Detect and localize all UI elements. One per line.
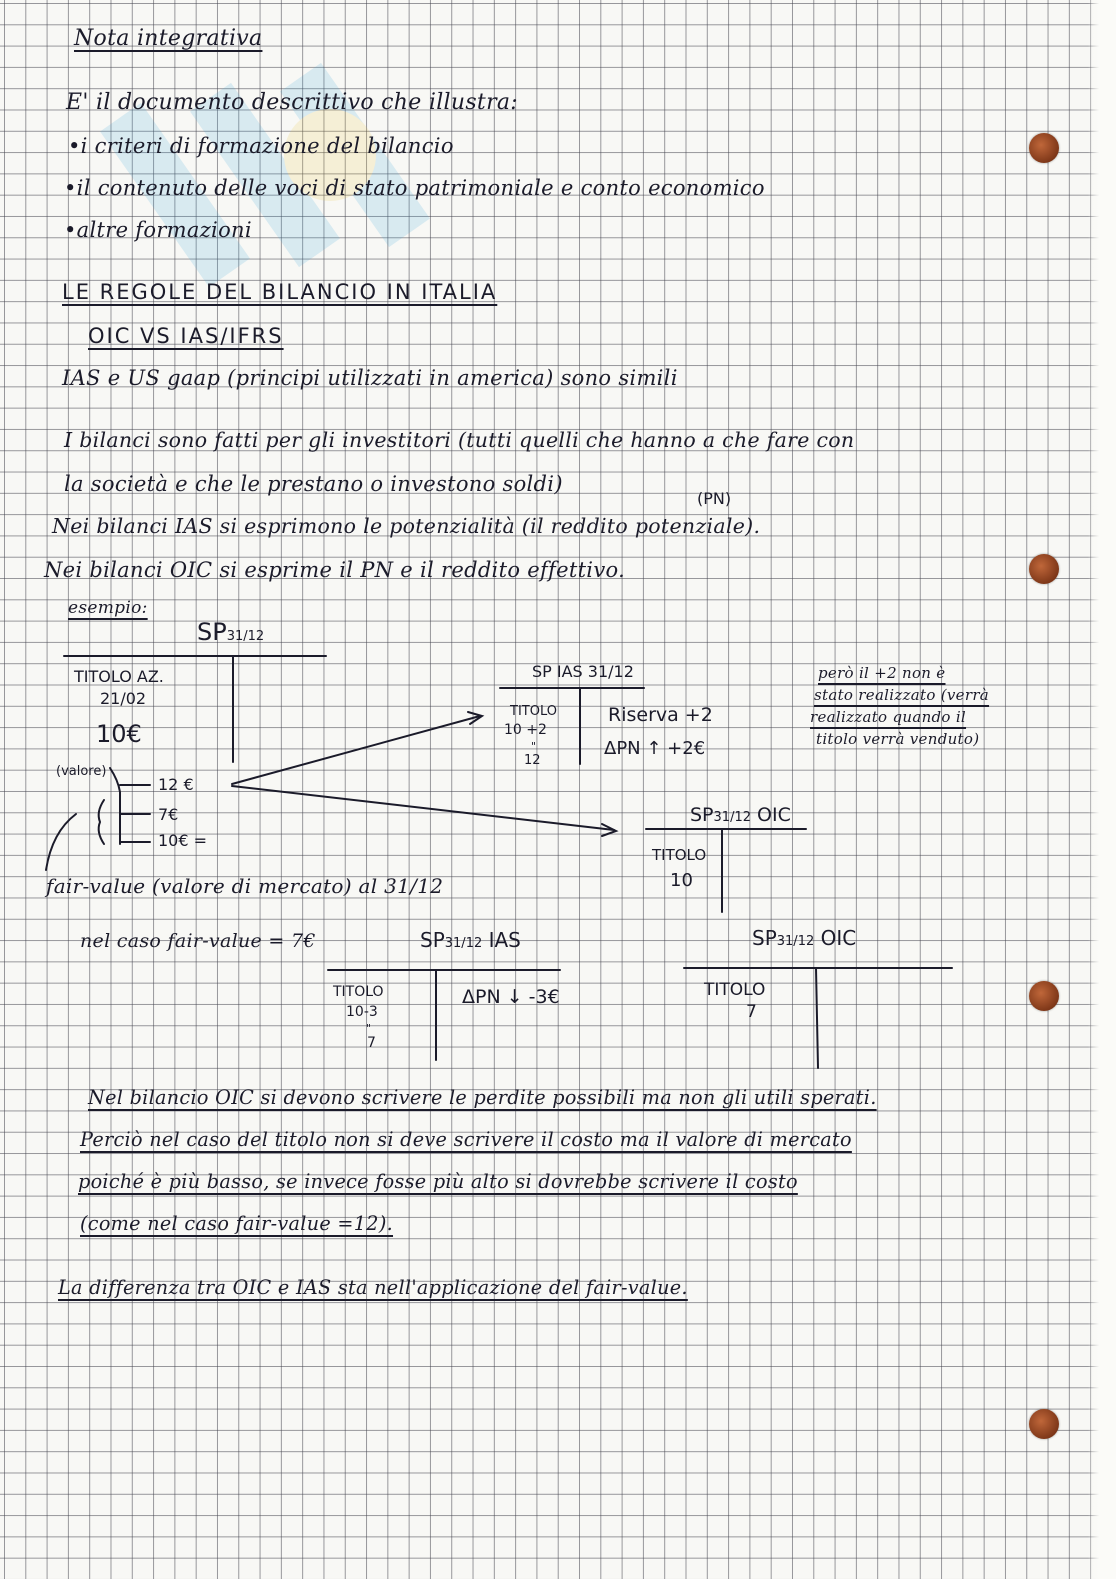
- value-option: 7€: [158, 805, 179, 824]
- t-account-date: 31/12: [226, 629, 265, 644]
- example-label: esempio:: [68, 598, 148, 618]
- t-account-entry: 7: [746, 1002, 757, 1022]
- intro-bullet: •altre formazioni: [64, 218, 252, 242]
- t-account-date: 31/12: [444, 936, 483, 951]
- pn-annotation: (PN): [697, 489, 732, 508]
- paragraph-text: I bilanci sono fatti per gli investitori (tutti quelli che hanno a che fare con: [64, 428, 855, 452]
- t-account-suffix: IAS: [488, 928, 521, 952]
- t-account-sp: SP: [197, 618, 227, 646]
- case-label: nel caso fair-value = 7€: [80, 930, 316, 952]
- intro-bullet: •i criteri di formazione del bilancio: [68, 134, 454, 158]
- value-option: 12 €: [158, 775, 194, 794]
- punch-hole: [1029, 554, 1059, 584]
- t-account-title: [420, 928, 521, 952]
- t-account-entry: ΔPN ↓ -3€: [462, 986, 560, 1008]
- t-account-title: [197, 618, 264, 646]
- section-heading: LE REGOLE DEL BILANCIO IN ITALIA: [62, 280, 498, 304]
- t-account-entry: 10€: [96, 720, 142, 748]
- conclusion-text: (come nel caso fair-value =12).: [80, 1212, 394, 1235]
- paragraph-text: IAS e US gaap (principi utilizzati in america) sono simili: [62, 366, 678, 390]
- t-account-suffix: OIC: [820, 926, 857, 950]
- t-account-entry: 21/02: [100, 689, 147, 708]
- t-account-entry: 10: [670, 870, 693, 891]
- t-account-title: [752, 926, 856, 950]
- fair-value-note: fair-value (valore di mercato) al 31/12: [46, 874, 444, 898]
- section-subheading: OIC VS IAS/IFRS: [88, 324, 284, 348]
- t-account-entry: ": [366, 1022, 372, 1035]
- paragraph-text: Nei bilanci IAS si esprimono le potenzialità (il reddito potenziale).: [52, 514, 761, 538]
- t-account-entry: 10-3: [346, 1004, 378, 1020]
- t-account-entry: Riserva +2: [608, 704, 713, 726]
- t-account-entry: 12: [524, 753, 541, 768]
- punch-hole: [1029, 1409, 1059, 1439]
- t-account-suffix: OIC: [757, 804, 791, 826]
- t-account-title: SP IAS 31/12: [532, 662, 634, 681]
- side-note: stato realizzato (verrà: [814, 686, 990, 704]
- t-account-date: 31/12: [776, 934, 815, 949]
- t-account-entry: TITOLO: [510, 704, 557, 719]
- t-account-entry: TITOLO: [652, 846, 707, 864]
- conclusion-text: Nel bilancio OIC si devono scrivere le perdite possibili ma non gli utili sperati.: [88, 1086, 877, 1109]
- t-account-sp: SP: [752, 926, 777, 950]
- t-account-sp: SP: [690, 804, 714, 826]
- page-title: Nota integrativa: [74, 26, 263, 51]
- intro-bullet: •il contenuto delle voci di stato patrimoniale e conto economico: [64, 176, 765, 200]
- intro-lead: E' il documento descrittivo che illustra:: [66, 90, 519, 115]
- t-account-entry: TITOLO AZ.: [74, 667, 164, 686]
- t-account-entry: ΔPN ↑ +2€: [604, 738, 706, 759]
- paper-edge: [1088, 0, 1116, 1579]
- t-account-entry: TITOLO: [333, 984, 384, 1000]
- t-account-title: [690, 804, 791, 826]
- t-account-date: 31/12: [713, 810, 751, 825]
- t-account-entry: 7: [367, 1035, 376, 1051]
- side-note: realizzato quando il: [810, 708, 967, 726]
- conclusion-text: La differenza tra OIC e IAS sta nell'applicazione del fair-value.: [58, 1276, 688, 1299]
- t-account-entry: 10 +2: [504, 722, 547, 738]
- t-account-sp: SP: [420, 928, 445, 952]
- value-option: 10€ =: [158, 831, 208, 850]
- punch-hole: [1029, 133, 1059, 163]
- valore-label: (valore): [56, 764, 107, 779]
- conclusion-text: Perciò nel caso del titolo non si deve scrivere il costo ma il valore di mercato: [80, 1128, 852, 1151]
- t-account-entry: TITOLO: [704, 980, 766, 1000]
- t-account-entry: ": [531, 740, 537, 753]
- side-note: però il +2 non è: [818, 664, 946, 682]
- paragraph-text: la società e che le prestano o investono soldi): [64, 472, 563, 496]
- side-note: titolo verrà venduto): [816, 730, 980, 748]
- conclusion-text: poiché è più basso, se invece fosse più alto si dovrebbe scrivere il costo: [78, 1170, 798, 1193]
- paragraph-text: Nei bilanci OIC si esprime il PN e il reddito effettivo.: [44, 558, 626, 582]
- punch-hole: [1029, 981, 1059, 1011]
